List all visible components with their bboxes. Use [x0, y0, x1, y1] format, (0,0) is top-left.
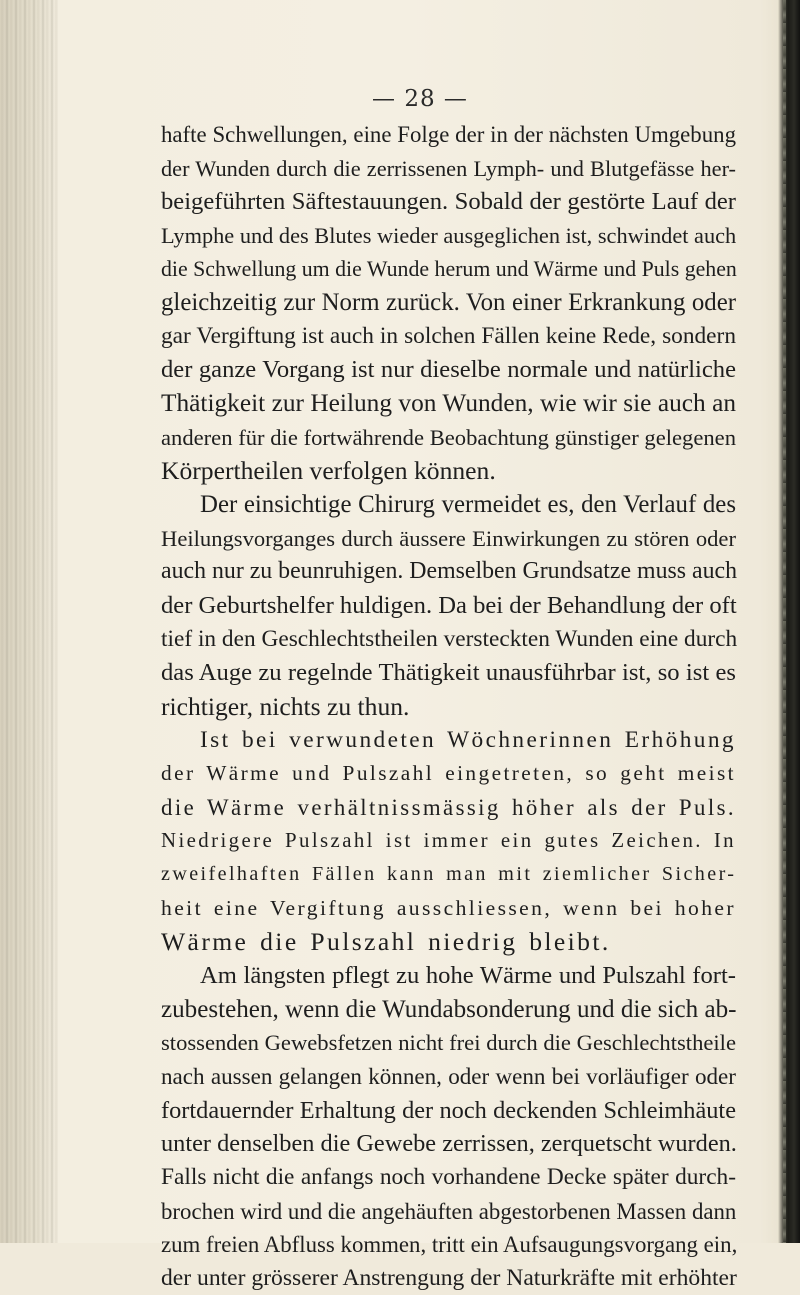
text-line: der Geburtshelfer huldigen. Da bei der Behandlung der oft	[161, 591, 737, 619]
text-line: anderen für die fortwährende Beobachtung günstiger gelegenen	[161, 424, 736, 450]
text-line: tief in den Geschlechtstheilen versteckten Wunden eine durch	[161, 625, 738, 652]
text-line: stossenden Gewebsfetzen nicht frei durch die Geschlechtstheile	[161, 1030, 736, 1056]
text-line: Lymphe und des Blutes wieder ausgeglichen ist, schwindet auch	[161, 222, 737, 248]
text-line: zubestehen, wenn die Wundabsonderung und die sich ab-	[161, 995, 737, 1023]
text-line: zweifelhaften Fällen kann man mit ziemlicher Sicher-	[161, 863, 737, 886]
binding-gutter	[0, 0, 58, 1243]
text-line: auch nur zu beunruhigen. Demselben Grundsatze muss auch	[161, 558, 738, 585]
text-line: der unter grösserer Anstrengung der Naturkräfte mit erhöhter	[161, 1264, 737, 1291]
text-line: der Wunden durch die zerrissenen Lymph- und Blutgefässe her-	[161, 155, 736, 181]
text-line: die Schwellung um die Wunde herum und Wärme und Puls gehen	[161, 256, 737, 281]
text-line: Körpertheilen verfolgen können.	[161, 456, 496, 486]
text-line: gleichzeitig zur Norm zurück. Von einer Erkrankung oder	[161, 289, 736, 317]
page-edge-highlight	[783, 0, 786, 1243]
text-line: brochen wird und die angehäuften abgestorbenen Massen dann	[161, 1198, 737, 1224]
body-text	[161, 118, 736, 1295]
text-line: Heilungsvorganges durch äussere Einwirkungen zu stören oder	[161, 525, 736, 551]
page-edge	[778, 0, 800, 1243]
text-line: Ist bei verwundeten Wöchnerinnen Erhöhung	[200, 726, 736, 753]
text-line: Thätigkeit zur Heilung von Wunden, wie wir sie auch an	[161, 389, 736, 418]
page-number: — 28 —	[372, 86, 468, 112]
text-line: Falls nicht die anfangs noch vorhandene Decke später durch-	[161, 1163, 736, 1190]
text-line: Der einsichtige Chirurg vermeidet es, den Verlauf des	[200, 491, 736, 519]
text-line: unter denselben die Gewebe zerrissen, zerquetscht wurden.	[161, 1130, 737, 1158]
text-line: richtiger, nichts zu thun.	[161, 691, 410, 721]
text-line: beigeführten Säftestauungen. Sobald der gestörte Lauf der	[161, 188, 736, 216]
text-line: nach aussen gelangen können, oder wenn bei vorläufiger oder	[161, 1062, 736, 1089]
text-line: der Wärme und Pulszahl eingetreten, so geht meist	[161, 761, 736, 786]
text-line: heit eine Vergiftung ausschliessen, wenn bei hoher	[161, 895, 736, 920]
text-line: hafte Schwellungen, eine Folge der in der nächsten Umgebung	[161, 122, 736, 147]
text-line: Am längsten pflegt zu hohe Wärme und Pulszahl fort-	[200, 962, 736, 990]
text-line: gar Vergiftung ist auch in solchen Fällen keine Rede, sondern	[161, 322, 736, 349]
text-line: fortdauernder Erhaltung der noch deckenden Schleimhäute	[161, 1096, 736, 1124]
text-line: zum freien Abfluss kommen, tritt ein Aufsaugungsvorgang ein,	[161, 1232, 738, 1258]
text-line: das Auge zu regelnde Thätigkeit unausführbar ist, so ist es	[161, 659, 736, 687]
text-line: Niedrigere Pulszahl ist immer ein gutes Zeichen. In	[161, 828, 736, 853]
text-line: der ganze Vorgang ist nur dieselbe normale und natürliche	[161, 356, 736, 384]
text-line: die Wärme verhältnissmässig höher als der Puls.	[161, 794, 736, 820]
text-line: Wärme die Pulszahl niedrig bleibt.	[161, 927, 611, 957]
